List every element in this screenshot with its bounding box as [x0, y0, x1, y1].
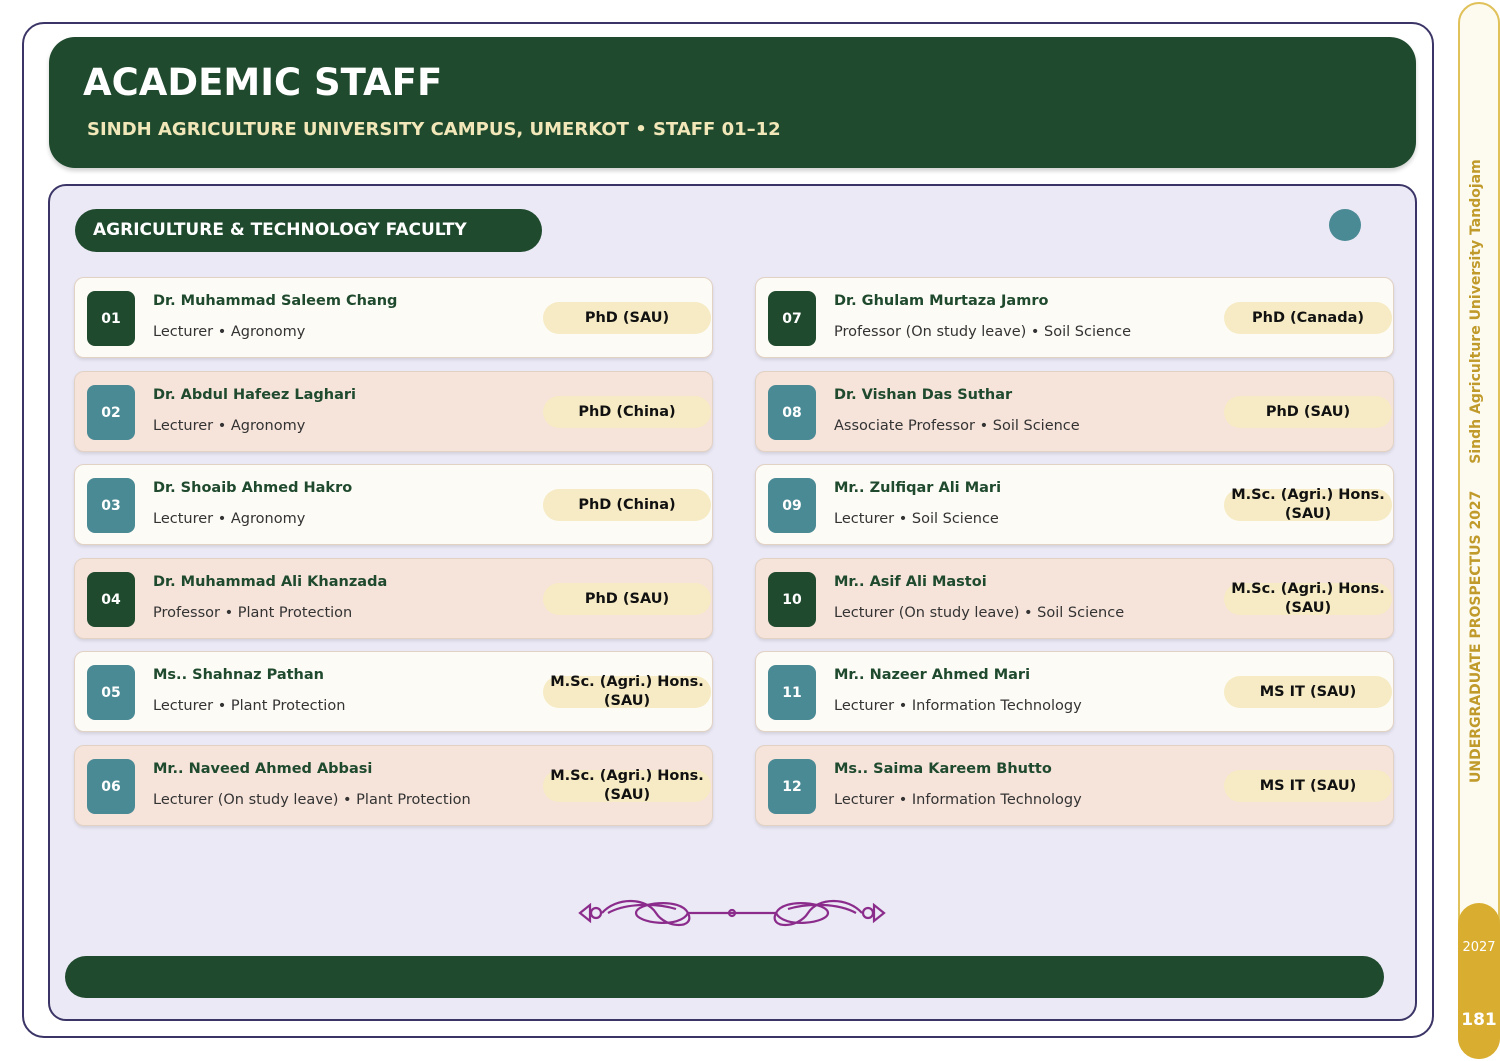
- page-number: 181: [1461, 1010, 1497, 1030]
- staff-card: [74, 277, 713, 358]
- degree-badge: MS IT (SAU): [1224, 770, 1392, 802]
- staff-number: 02: [87, 385, 135, 440]
- staff-number: 08: [768, 385, 816, 440]
- staff-name: Dr. Abdul Hafeez Laghari: [153, 387, 357, 403]
- staff-card: [755, 277, 1394, 358]
- staff-card: [755, 651, 1394, 732]
- side-tab-text: [1468, 159, 1484, 783]
- decorative-dot: [1329, 209, 1361, 241]
- header-banner: [49, 37, 1416, 168]
- staff-role: Lecturer • Information Technology: [834, 792, 1082, 808]
- degree-badge: PhD (China): [543, 489, 711, 521]
- staff-name: Dr. Muhammad Ali Khanzada: [153, 574, 388, 590]
- degree-badge: M.Sc. (Agri.) Hons. (SAU): [543, 770, 711, 802]
- prospectus-label: UNDERGRADUATE PROSPECTUS 2027: [1468, 490, 1484, 783]
- staff-role: Lecturer • Information Technology: [834, 698, 1082, 714]
- page-title: ACADEMIC STAFF: [83, 61, 443, 104]
- year-label: 2027: [1462, 940, 1496, 955]
- staff-card: [74, 745, 713, 826]
- degree-badge: PhD (Canada): [1224, 302, 1392, 334]
- staff-number: 04: [87, 572, 135, 627]
- staff-number: 12: [768, 759, 816, 814]
- staff-role: Professor (On study leave) • Soil Science: [834, 324, 1131, 340]
- staff-card: [74, 558, 713, 639]
- staff-name: Ms.. Shahnaz Pathan: [153, 667, 324, 683]
- staff-role: Lecturer • Agronomy: [153, 511, 306, 527]
- staff-role: Lecturer • Agronomy: [153, 324, 306, 340]
- degree-badge: PhD (SAU): [543, 583, 711, 615]
- university-label: Sindh Agriculture University Tandojam: [1468, 159, 1484, 464]
- staff-role: Lecturer • Plant Protection: [153, 698, 346, 714]
- staff-name: Ms.. Saima Kareem Bhutto: [834, 761, 1052, 777]
- staff-card: [755, 745, 1394, 826]
- staff-name: Dr. Muhammad Saleem Chang: [153, 293, 398, 309]
- staff-number: 11: [768, 665, 816, 720]
- degree-badge: PhD (SAU): [543, 302, 711, 334]
- degree-badge: PhD (China): [543, 396, 711, 428]
- staff-card: [74, 464, 713, 545]
- page-subtitle: SINDH AGRICULTURE UNIVERSITY CAMPUS, UMERKOT • STAFF 01–12: [87, 119, 781, 140]
- faculty-heading: AGRICULTURE & TECHNOLOGY FACULTY: [75, 209, 542, 252]
- degree-badge: M.Sc. (Agri.) Hons. (SAU): [1224, 583, 1392, 615]
- staff-card: [755, 371, 1394, 452]
- staff-card: [74, 651, 713, 732]
- staff-name: Dr. Shoaib Ahmed Hakro: [153, 480, 353, 496]
- staff-role: Lecturer (On study leave) • Soil Science: [834, 605, 1125, 621]
- staff-role: Associate Professor • Soil Science: [834, 418, 1080, 434]
- staff-number: 07: [768, 291, 816, 346]
- staff-name: Dr. Vishan Das Suthar: [834, 387, 1013, 403]
- degree-badge: MS IT (SAU): [1224, 676, 1392, 708]
- staff-role: Lecturer (On study leave) • Plant Protection: [153, 792, 471, 808]
- footer-bar: [65, 956, 1384, 998]
- staff-number: 05: [87, 665, 135, 720]
- staff-role: Professor • Plant Protection: [153, 605, 353, 621]
- degree-badge: PhD (SAU): [1224, 396, 1392, 428]
- staff-name: Mr.. Zulfiqar Ali Mari: [834, 480, 1002, 496]
- degree-badge: M.Sc. (Agri.) Hons. (SAU): [543, 676, 711, 708]
- staff-number: 01: [87, 291, 135, 346]
- staff-number: 10: [768, 572, 816, 627]
- staff-name: Mr.. Nazeer Ahmed Mari: [834, 667, 1031, 683]
- staff-role: Lecturer • Soil Science: [834, 511, 999, 527]
- staff-card: [74, 371, 713, 452]
- page-number-tab: [1458, 903, 1500, 1059]
- staff-card: [755, 558, 1394, 639]
- staff-card: [755, 464, 1394, 545]
- staff-name: Mr.. Naveed Ahmed Abbasi: [153, 761, 373, 777]
- ornament-divider-icon: [576, 893, 888, 933]
- staff-number: 03: [87, 478, 135, 533]
- staff-role: Lecturer • Agronomy: [153, 418, 306, 434]
- degree-badge: M.Sc. (Agri.) Hons. (SAU): [1224, 489, 1392, 521]
- staff-name: Mr.. Asif Ali Mastoi: [834, 574, 987, 590]
- staff-number: 09: [768, 478, 816, 533]
- staff-name: Dr. Ghulam Murtaza Jamro: [834, 293, 1049, 309]
- staff-number: 06: [87, 759, 135, 814]
